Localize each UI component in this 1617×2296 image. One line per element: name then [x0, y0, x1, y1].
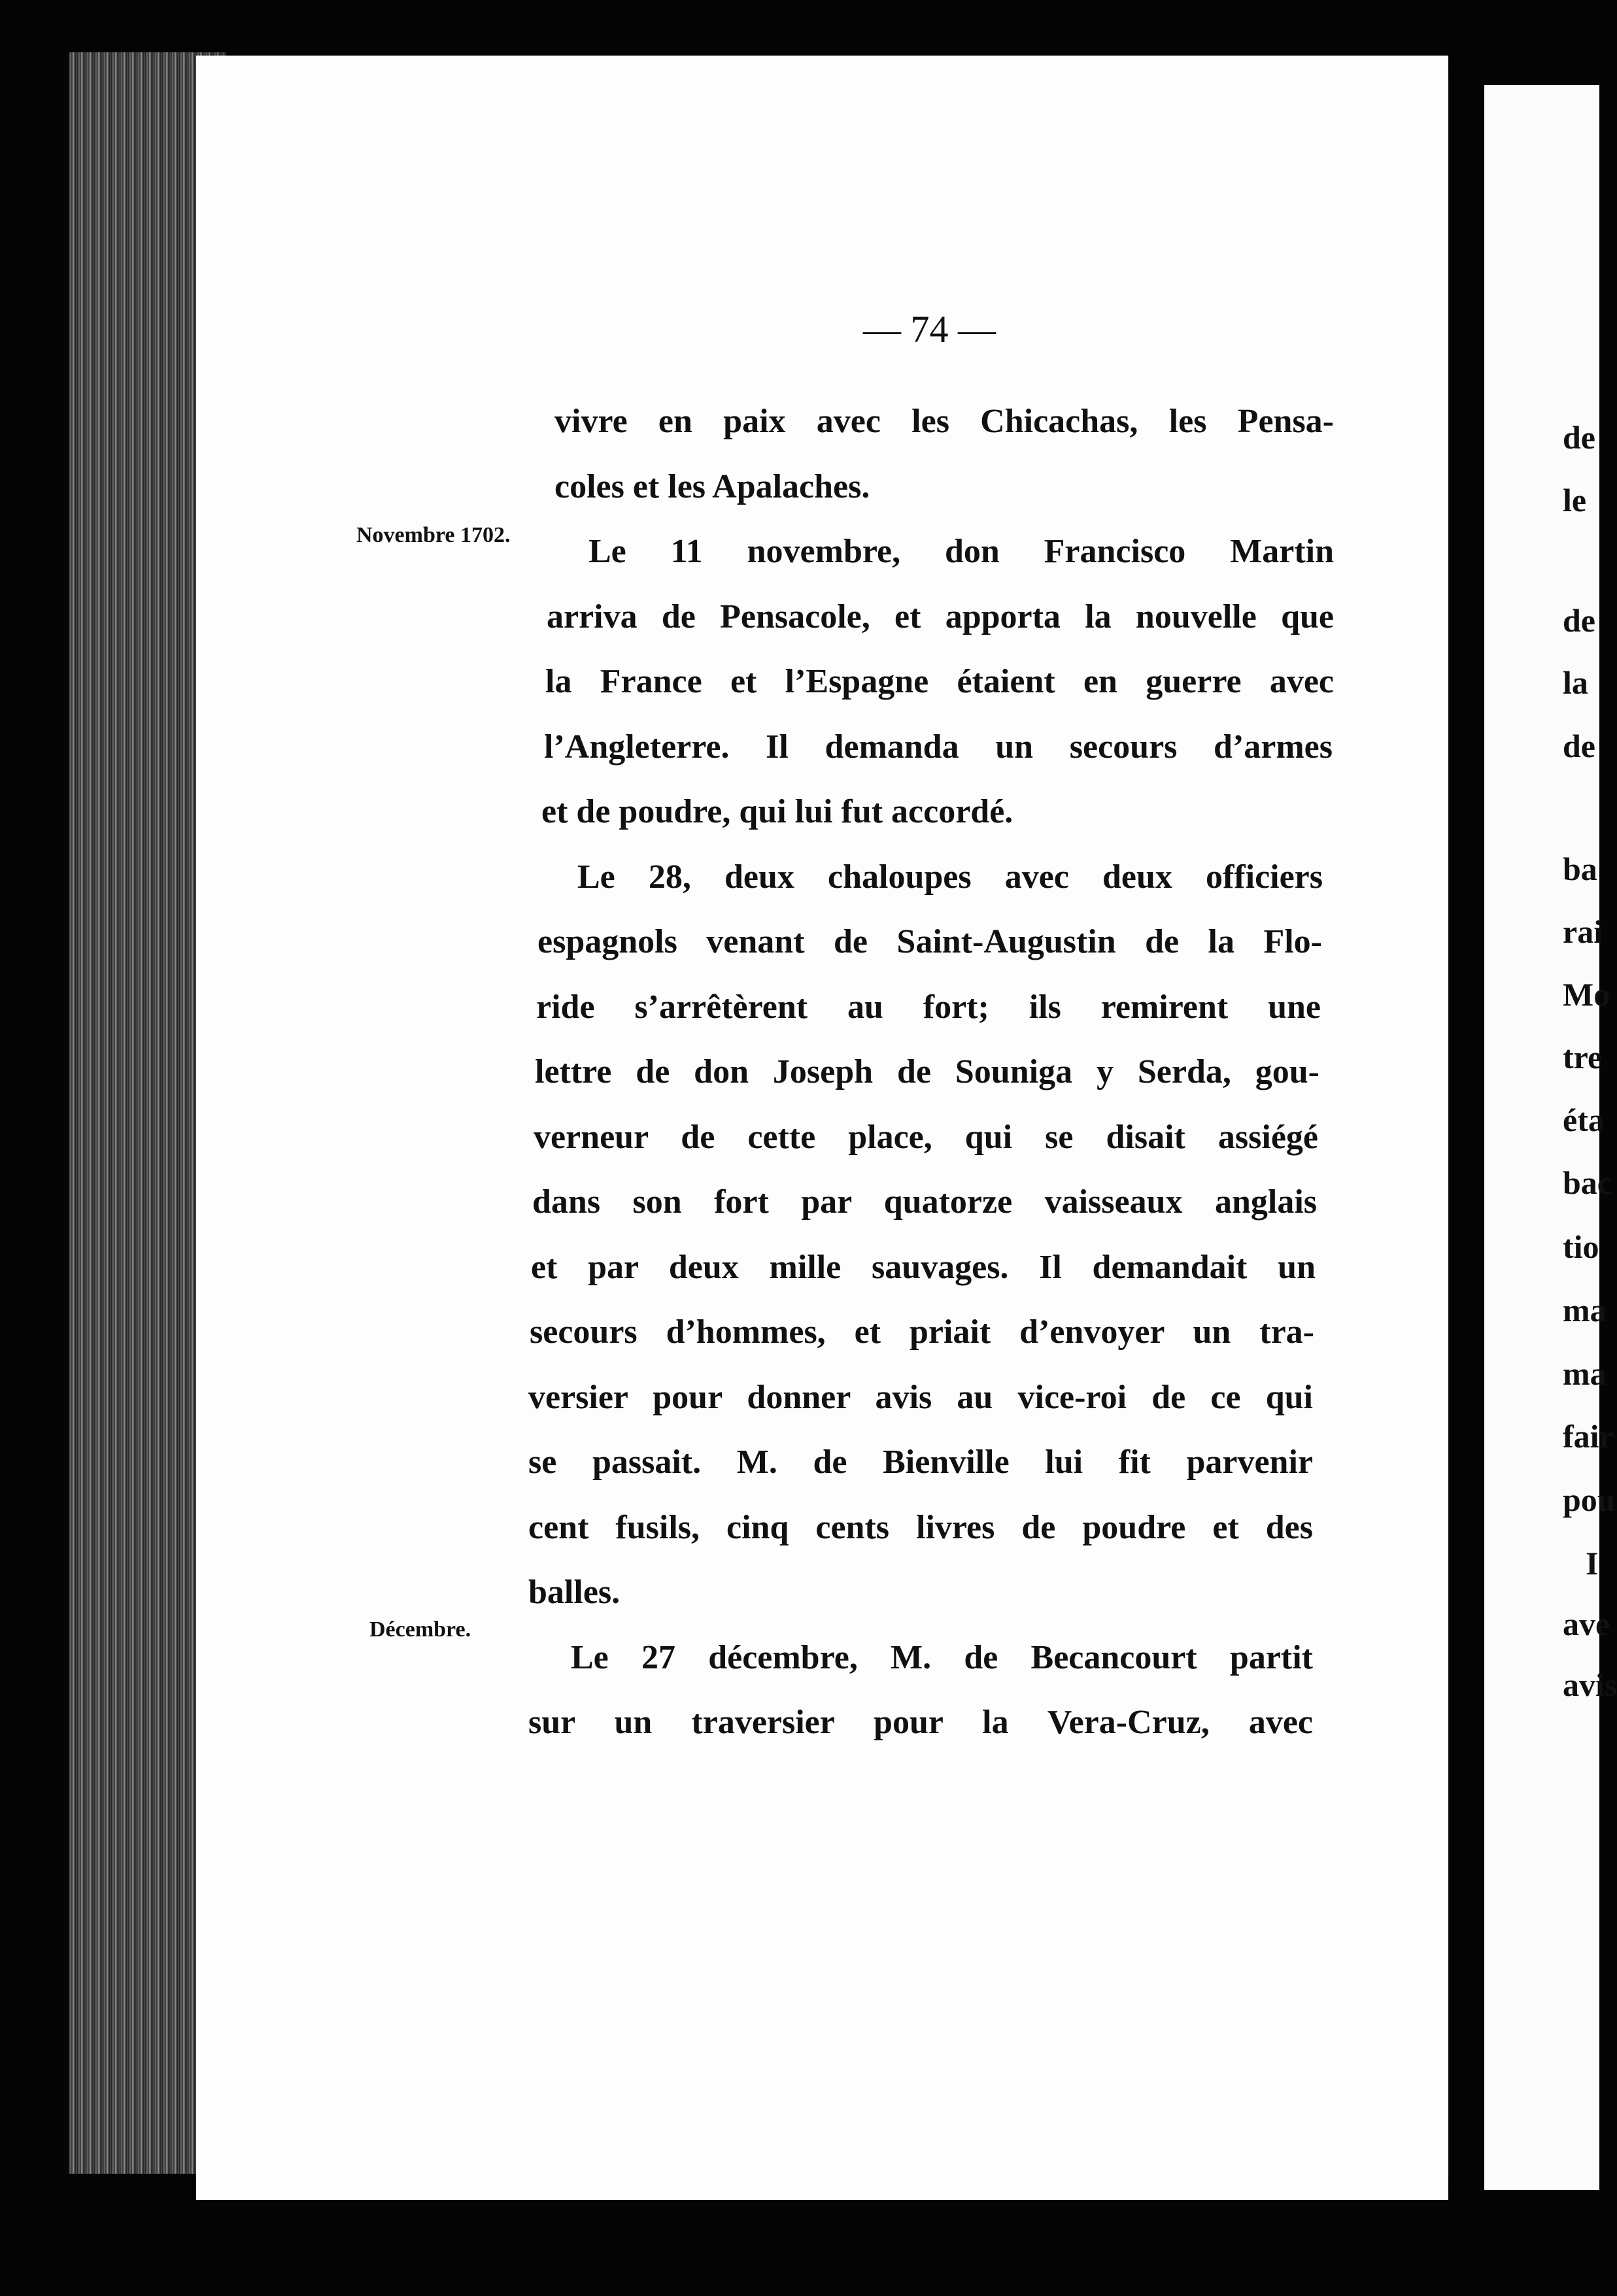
text-line: Le 27 décembre, M. de Becancourt partit — [571, 1638, 1313, 1676]
text-line: Le 11 novembre, don Francisco Martin — [588, 533, 1334, 570]
text-line: balles. — [528, 1574, 621, 1611]
text-line: vivre en paix avec les Chicachas, les Pensa- — [554, 403, 1334, 440]
text-line: ride s’arrêtèrent au fort; ils remirent une — [536, 988, 1321, 1026]
facing-page-fragment: bac — [1563, 1164, 1612, 1201]
text-line: l’Angleterre. Il demanda un secours d’armes — [544, 728, 1333, 766]
text-line: sur un traversier pour la Vera-Cruz, avec — [528, 1704, 1313, 1741]
facing-page-fragment: tio — [1563, 1228, 1599, 1265]
facing-page-fragment: de — [1563, 419, 1595, 456]
facing-page-fragment: le — [1563, 482, 1587, 518]
facing-page-fragment: ma — [1563, 1292, 1607, 1328]
facing-page-fragment: de — [1563, 728, 1595, 764]
text-line: et par deux mille sauvages. Il demandait un — [531, 1248, 1316, 1286]
facing-page-fragment: la — [1563, 664, 1588, 701]
text-line: arriva de Pensacole, et apporta la nouvelle que — [547, 598, 1334, 635]
text-line: Le 28, deux chaloupes avec deux officiers — [577, 858, 1323, 896]
facing-page — [1484, 85, 1617, 2190]
facing-page-fragment: ma — [1563, 1355, 1607, 1392]
text-line: coles et les Apalaches. — [554, 467, 870, 505]
text-line: lettre de don Joseph de Souniga y Serda, gou- — [535, 1053, 1319, 1090]
facing-page-fragment: pou — [1563, 1481, 1616, 1518]
facing-page-fragment: avis — [1563, 1666, 1617, 1703]
facing-page-fragment: tre — [1563, 1039, 1603, 1075]
text-line: et de poudre, qui lui fut accordé. — [541, 793, 1013, 830]
text-line: verneur de cette place, qui se disait assiégé — [534, 1118, 1318, 1156]
facing-page-fragment: éta — [1563, 1102, 1605, 1138]
facing-page-fragment: Mo — [1563, 976, 1610, 1013]
page-number: — 74 — — [863, 308, 996, 350]
margin-note-november: Novembre 1702. — [356, 523, 511, 547]
facing-page-fragment: rai — [1563, 913, 1603, 950]
body-text — [528, 389, 1334, 1755]
text-line: versier pour donner avis au vice-roi de ce qui — [528, 1378, 1313, 1416]
scan-bottom-border — [0, 2200, 1599, 2296]
facing-page-fragment: fair — [1563, 1418, 1614, 1455]
text-line: la France et l’Espagne étaient en guerre avec — [545, 663, 1334, 700]
text-line: cent fusils, cinq cents livres de poudre et des — [528, 1508, 1313, 1546]
facing-page-fragment: ave — [1563, 1606, 1610, 1642]
text-line: secours d’hommes, et priait d’envoyer un tra- — [530, 1313, 1314, 1351]
facing-page-fragment: I — [1586, 1545, 1599, 1581]
text-line: espagnols venant de Saint-Augustin de la Flo- — [537, 923, 1322, 960]
text-line: dans son fort par quatorze vaisseaux anglais — [532, 1183, 1317, 1221]
margin-note-december: Décembre. — [369, 1617, 471, 1642]
facing-page-fragment: ba — [1563, 851, 1597, 887]
text-line: se passait. M. de Bienville lui fit parvenir — [528, 1443, 1313, 1481]
facing-page-fragment: de — [1563, 602, 1595, 639]
